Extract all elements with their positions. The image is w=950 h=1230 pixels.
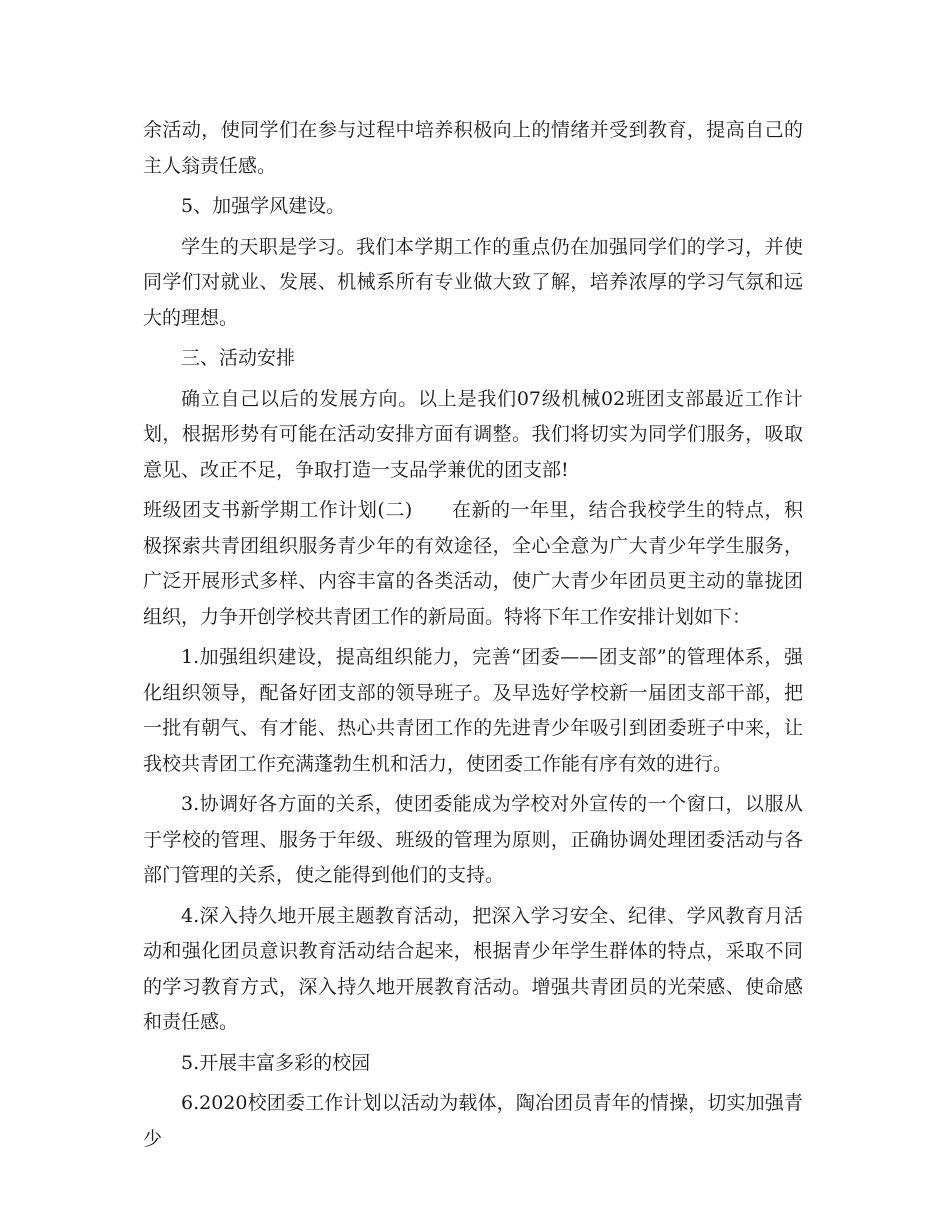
- paragraph-plan-summary: 确立自己以后的发展方向。以上是我们07级机械02班团支部最近工作计划，根据形势有可能在活动安排方面有调整。我们将切实为同学们服务，吸取意见、改正不足，争取打造一支品学兼优的团支部!: [143, 387, 803, 481]
- paragraph-item-5: 5.开展丰富多彩的校园: [181, 1051, 371, 1074]
- paragraph-plan-two-intro: 班级团支书新学期工作计划(二) 在新的一年里，结合我校学生的特点，积极探索共青团组织服务青少年的有效途径，全心全意为广大青少年学生服务，广泛开展形式多样、内容丰富的各类活动，使广大青少年团员更主动的靠拢团组织，力争开创学校共青团工作的新局面。特将下年工作安排计划如下：: [143, 499, 803, 628]
- paragraph-study-style-heading: 5、加强学风建设。: [181, 195, 346, 217]
- section-heading-activity-arrangement: 三、活动安排: [181, 347, 296, 369]
- paragraph-item-3: 3.协调好各方面的关系，使团委能成为学校对外宣传的一个窗口，以服从于学校的管理、服务于年级、班级的管理为原则，正确协调处理团委活动与各部门管理的关系，使之能得到他们的支持。: [143, 793, 803, 886]
- paragraph-item-4: 4.深入持久地开展主题教育活动，把深入学习安全、纪律、学风教育月活动和强化团员意识教育活动结合起来，根据青少年学生群体的特点，采取不同的学习教育方式，深入持久地开展教育活动。增强共青团员的光荣感、使命感和责任感。: [143, 904, 803, 1033]
- document-body: [143, 113, 803, 1162]
- paragraph-activity-continuation: 余活动，使同学们在参与过程中培养积极向上的情绪并受到教育，提高自己的主人翁责任感。: [143, 119, 803, 177]
- paragraph-item-6: 6.2020校团委工作计划以活动为载体，陶冶团员青年的情操，切实加强青少: [143, 1092, 803, 1150]
- paragraph-study-focus: 学生的天职是学习。我们本学期工作的重点仍在加强同学们的学习，并使同学们对就业、发展、机械系所有专业做大致了解，培养浓厚的学习气氛和远大的理想。: [143, 235, 803, 329]
- paragraph-item-1: 1.加强组织建设，提高组织能力，完善“团委——团支部”的管理体系，强化组织领导，配备好团支部的领导班子。及早选好学校新一届团支部干部，把一批有朝气、有才能、热心共青团工作的先进青少年吸引到团委班子中来，让我校共青团工作充满蓬勃生机和活力，使团委工作能有序有效的进行。: [143, 646, 803, 775]
